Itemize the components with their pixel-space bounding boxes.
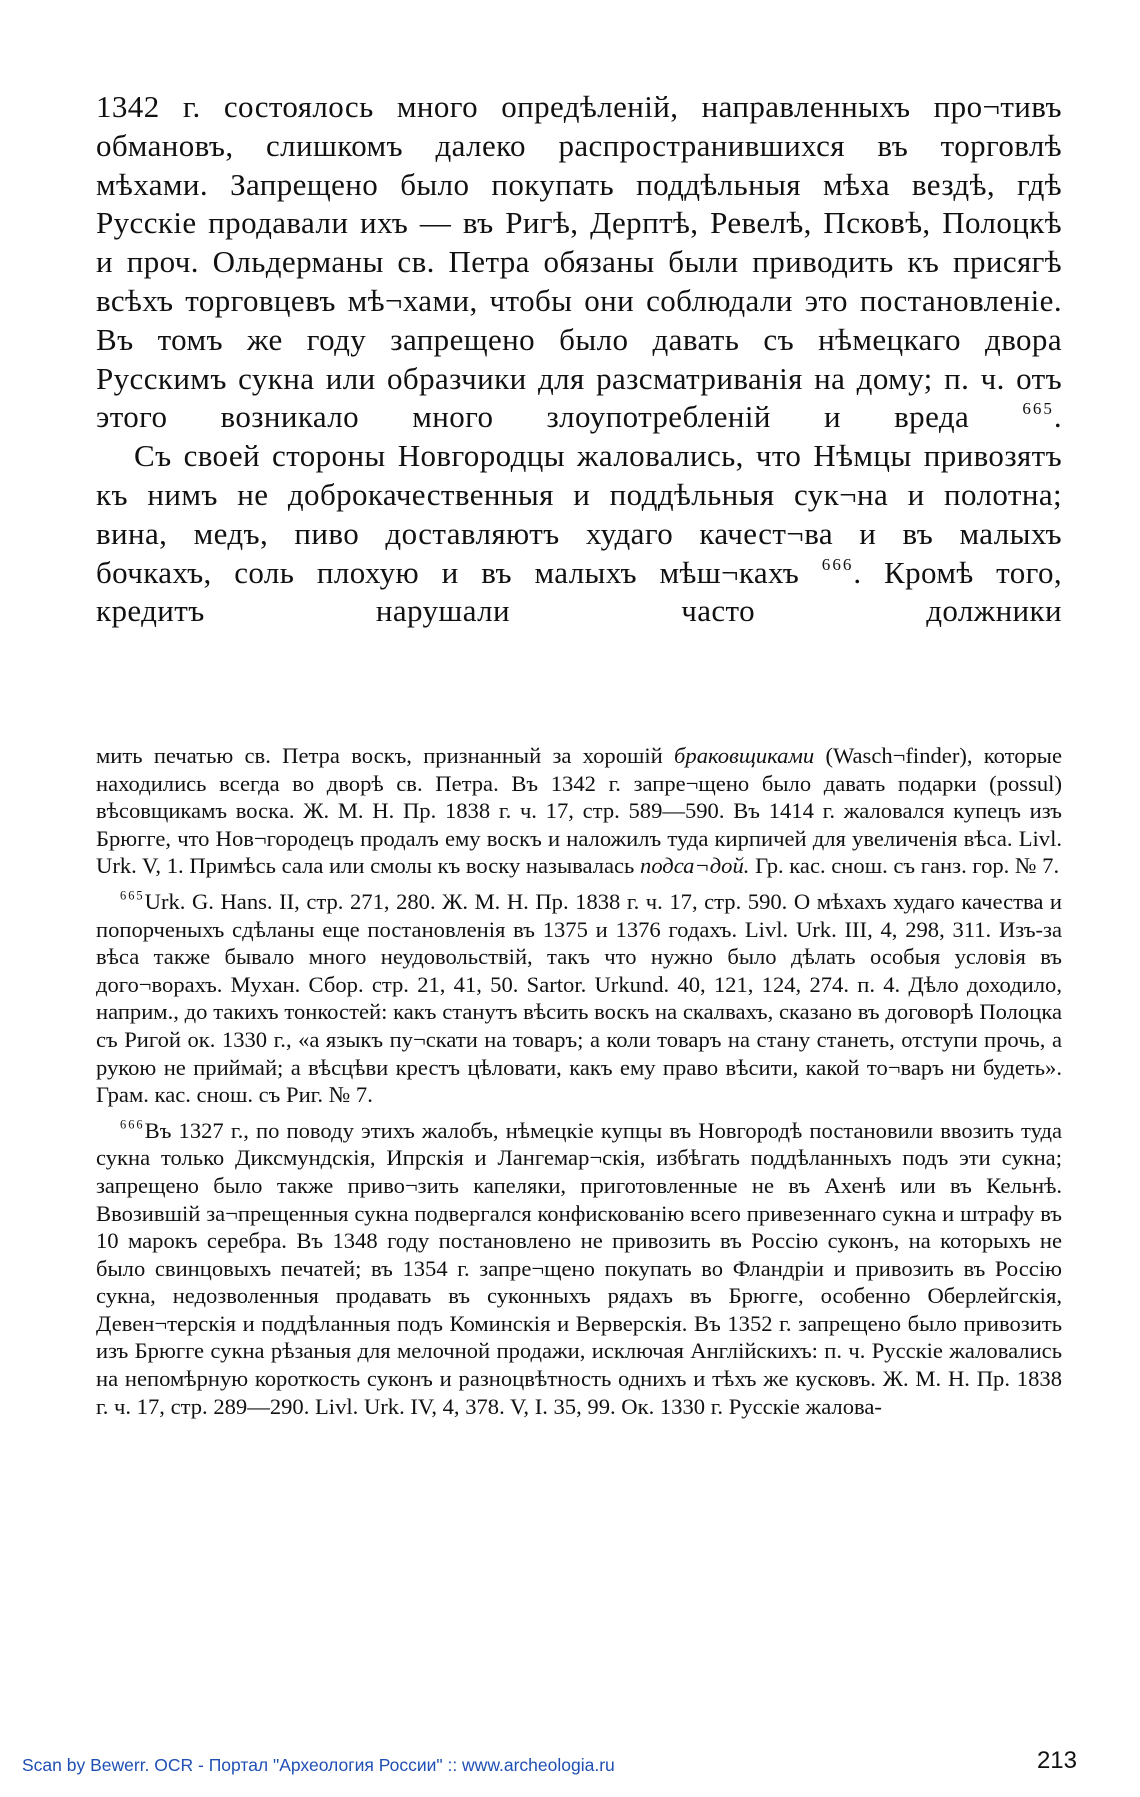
body-paragraph-1 xyxy=(96,88,1062,437)
body-paragraph-2-text: Съ своей стороны Новгородцы жаловались, что Нѣмцы привозятъ къ нимъ не доброкачественныя и поддѣльныя сук¬на и полотна; вина, медъ, пиво доставляютъ худаго качест¬ва и въ малыхъ бочкахъ, соль плохую и въ малыхъ мѣш¬кахъ xyxy=(96,438,1062,590)
footnote-666-number: 666 xyxy=(120,1117,145,1132)
footnote-665-number: 665 xyxy=(120,888,145,903)
body-paragraph-2-end: . Кромѣ того, кредитъ нарушали часто должники xyxy=(96,554,1062,629)
page-number: 213 xyxy=(1036,1747,1077,1774)
footnote-continued-part-c: Гр. кас. снош. съ ганз. гор. № 7. xyxy=(755,853,1060,879)
body-paragraph-1-text: 1342 г. состоялось много опредѣленій, направленныхъ про¬тивъ обмановъ, слишкомъ далеко распространившихся въ торговлѣ мѣхами. Запрещено было покупать поддѣльныя мѣха вездѣ, гдѣ Русскіе продавали ихъ — въ Ригѣ, Дерптѣ, Ревелѣ, Псковѣ, Полоцкѣ и проч. Ольдерманы св. Петра обязаны были приводить къ присягѣ всѣхъ торговцевъ мѣ¬хами, чтобы они соблюдали это постановленіе. Въ томъ же году запрещено было давать съ нѣмецкаго двора Русскимъ сукна или образчики для разсматриванія на дому; п. ч. отъ этого возникало много злоупотребленій и вреда xyxy=(96,89,1062,435)
footnote-665 xyxy=(96,888,1062,1109)
footnote-ref-665: 665 xyxy=(1022,399,1054,419)
footnotes xyxy=(96,742,1062,1420)
body-paragraph-1-end: . xyxy=(1053,399,1063,435)
scan-credit-link[interactable]: Scan by Bewerr. OCR - Портал "Археология России" :: www.archeologia.ru xyxy=(22,1755,615,1775)
main-text xyxy=(96,88,1062,631)
footnote-666-text: Въ 1327 г., по поводу этихъ жалобъ, нѣмецкіе купцы въ Новгородѣ постановили ввозить туда сукна только Диксмундскія, Ипрскія и Лангемар¬скія, избѣгать поддѣланныхъ подъ эти сукна; запрещено было также приво¬зить капеляки, приготовленные не въ Ахенѣ или въ Кельнѣ. Ввозившій за¬прещенныя сукна подвергался конфискованію всего привезеннаго сукна и штрафу въ 10 марокъ серебра. Въ 1348 году постановлено не привозить въ Россію суконъ, на которыхъ не было свинцовыхъ печатей; въ 1354 г. запре¬щено покупать во Фландріи и привозить въ Россію сукна, недозволенныя продавать въ суконныхъ рядахъ въ Брюгге, особенно Оберлейгскія, Девен¬терскія и поддѣланныя подъ Коминскія и Верверскія. Въ 1352 г. запрещено было привозить изъ Брюгге сукна рѣзаныя для мелочной продажи, исключая Англійскихъ: п. ч. Русскіе жаловались на непомѣрную короткость суконъ и разноцвѣтность однихъ и тѣхъ же кусковъ. Ж. М. Н. Пр. 1838 г. ч. 17, стр. 289—290. Livl. Urk. IV, 4, 378. V, I. 35, 99. Ок. 1330 г. Русскіе жалова- xyxy=(96,1117,1062,1419)
body-paragraph-2 xyxy=(96,437,1062,631)
footnote-665-text: Urk. G. Hans. II, стр. 271, 280. Ж. М. Н. Пр. 1838 г. ч. 17, стр. 590. О мѣхахъ худаго качества и попорченыхъ сдѣланы еще постановленія въ 1375 и 1376 годахъ. Livl. Urk. III, 4, 298, 311. Изъ-за вѣса также бывало много неудовольствій, такъ что нужно было дѣлать особыя условія въ дого¬ворахъ. Мухан. Сбор. стр. 21, 41, 50. Sartor. Urkund. 40, 121, 124, 274. п. 4. Дѣло доходило, наприм., до такихъ тонкостей: какъ станутъ вѣсить воскъ на скалвахъ, сказано въ договорѣ Полоцка съ Ригой ок. 1330 г., «а языкъ пу¬скати на товаръ; а коли товаръ на стану станеть, отступи прочь, а рукою не приймай; а вѣсцѣви крестъ цѣловати, какъ ему право вѣсити, какой то¬варъ ни будеть». Грам. кас. снош. съ Риг. № 7. xyxy=(96,888,1062,1108)
footnote-ref-666: 666 xyxy=(821,554,854,574)
footnote-continued-italic-2: подса¬дой. xyxy=(640,853,750,879)
footnote-continued xyxy=(96,742,1062,880)
footnote-continued-part-b: (Wasch¬finder), которые находились всегда во дворѣ св. Петра. Въ 1342 г. запре¬щено было давать подарки (possul) вѣсовщикамъ воска. Ж. М. Н. Пр. 1838 г. ч. 17, стр. 589—590. Въ 1414 г. жаловался купецъ изъ Брюгге, что Нов¬городецъ продалъ ему воскъ и наложилъ туда кирпичей для увеличенія вѣса. Livl. Urk. V, 1. Примѣсь сала или смолы къ воску называлась xyxy=(96,743,1062,879)
footnote-continued-italic-1: браковщиками xyxy=(674,743,815,768)
footnote-666 xyxy=(96,1117,1062,1421)
footnote-continued-part-a: мить печатью св. Петра воскъ, признанный за хорошій xyxy=(96,743,663,768)
